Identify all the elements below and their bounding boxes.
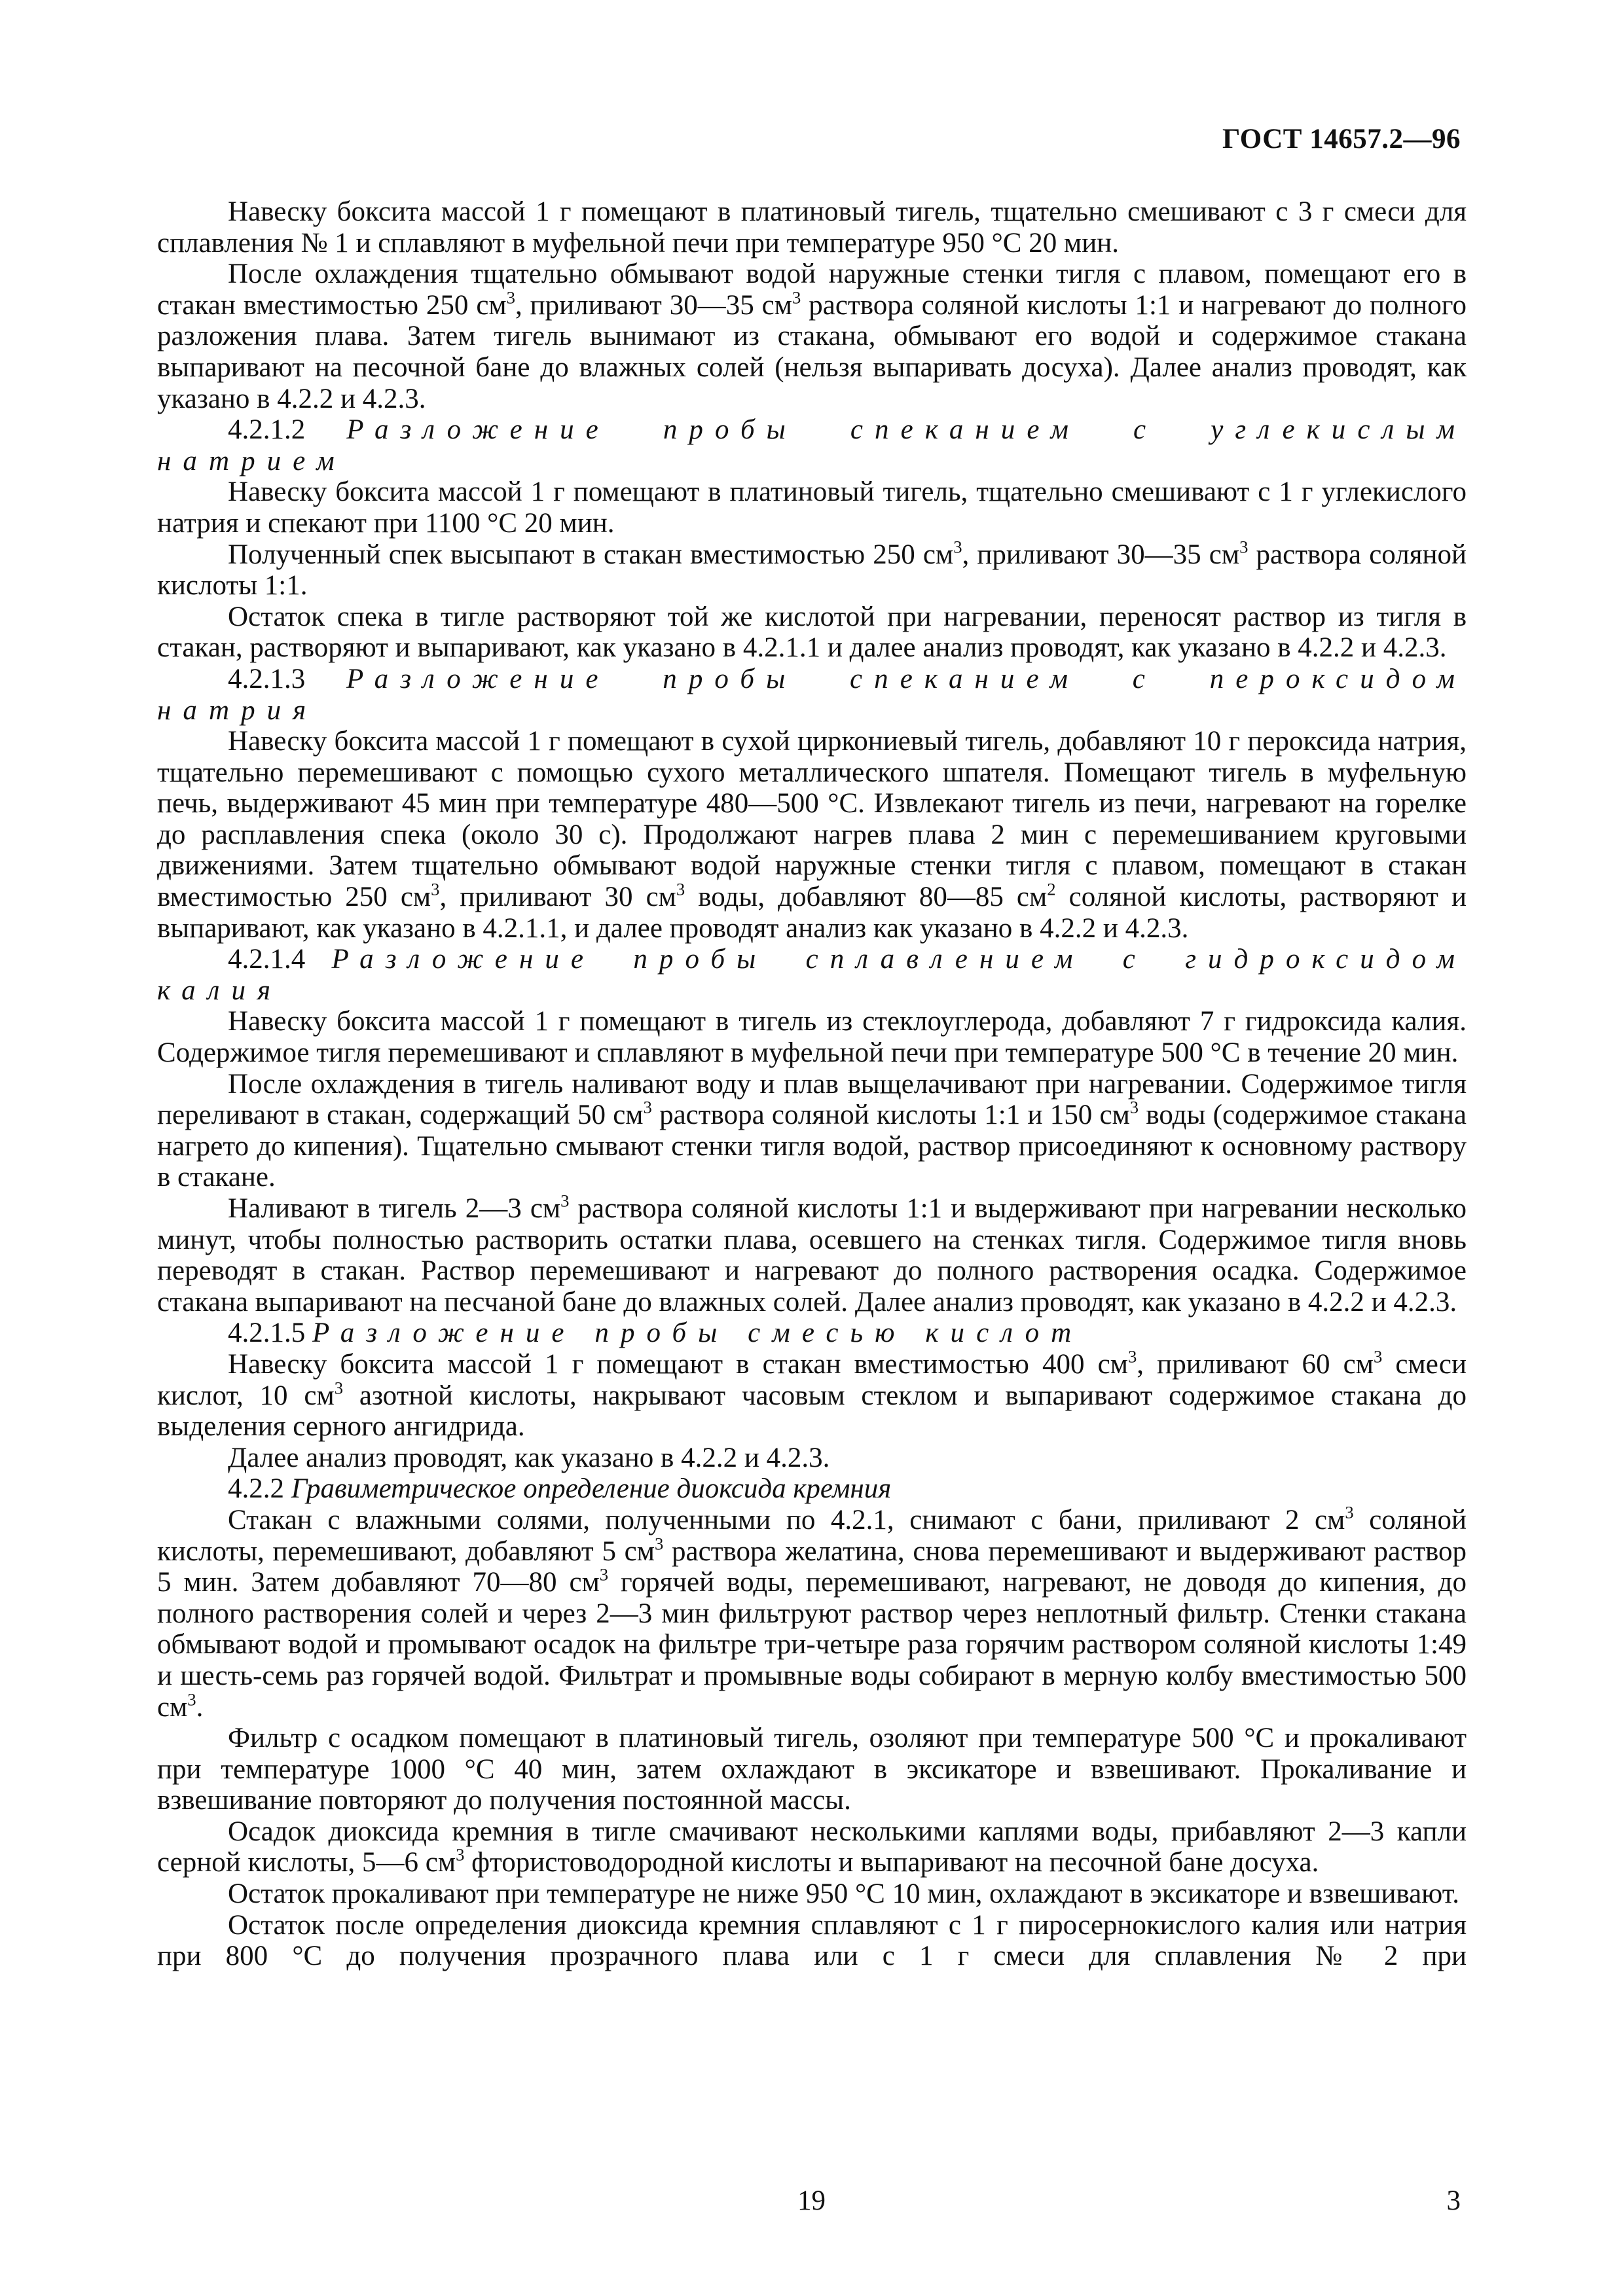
- section-number: 4.2.1.2: [228, 414, 306, 446]
- section-number: 4.2.1.4: [228, 944, 306, 975]
- paragraph: Стакан с влажными солями, полученными по 4.2.1, снимают с бани, приливают 2 $см^3$ соляной кислоты, перемешивают, добавляют 5 $см^3$ раствора желатина, снова перемешивают и выдерживают раствор 5 мин. Затем добавляют 70—80 $см^3$ горячей воды, перемешивают, нагревают, не доводя до кипения, до полного растворения солей и через 2—3 мин фильтруют раствор через неплотный фильтр. Стенки стакана обмывают водой и промывают осадок на фильтре три-четыре раза горячим раствором соляной кислоты 1:49 и шесть-семь раз горячей водой. Фильтрат и промывные воды собирают в мерную колбу вместимостью 500 $см^3$.: [157, 1502, 1467, 1723]
- section-number: 4.2.1.5: [228, 1318, 306, 1349]
- section-title: Разложение пробы смесью кислот: [312, 1318, 1084, 1349]
- section-heading: [157, 414, 1467, 476]
- paragraph: Остаток спека в тигле растворяют той же кислотой при нагревании, переносят раствор из тигля в стакан, растворяют и выпаривают, как указано в 4.2.1.1 и далее анализ проводят, как указано в 4.2.2 и 4.2.3.: [157, 601, 1467, 664]
- paragraph: Навеску боксита массой 1 г помещают в платиновый тигель, тщательно смешивают с 3 г смеси для сплавления № 1 и сплавляют в муфельной печи при температуре 950 °С 20 мин.: [157, 196, 1467, 259]
- section-title: Разложение пробы сплавлением с гидроксидом калия: [157, 944, 1467, 1006]
- paragraph: Осадок диоксида кремния в тигле смачивают несколькими каплями воды, прибавляют 2—3 капли серной кислоты, 5—6 $см^3$ фтористоводородной кислоты и выпаривают на песочной бане досуха.: [157, 1816, 1467, 1878]
- section-heading: [157, 664, 1467, 726]
- paragraph: Остаток прокаливают при температуре не ниже 950 °С 10 мин, охлаждают в эксикаторе и взвешивают.: [228, 1878, 1460, 1910]
- page-number-right: 3: [1446, 2185, 1461, 2216]
- paragraph: Навеску боксита массой 1 г помещают в стакан вместимостью 400 $см^3$, приливают 60 $см^3$ смеси кислот, 10 $см^3$ азотной кислоты, накрывают часовым стеклом и выпаривают содержимое стакана до выделения серного ангидрида.: [157, 1346, 1467, 1443]
- section-title: Гравиметрическое определение диоксида кремния: [291, 1473, 892, 1505]
- document-body: [157, 196, 1467, 1972]
- paragraph: Наливают в тигель 2—3 $см^3$ раствора соляной кислоты 1:1 и выдерживают при нагревании несколько минут, чтобы полностью растворить остатки плава, осевшего на стенках тигля. Содержимое тигля вновь переводят в стакан. Раствор перемешивают и нагревают до полного растворения осадка. Содержимое стакана выпаривают на песчаной бане до влажных солей. Далее анализ проводят, как указано в 4.2.2 и 4.2.3.: [157, 1191, 1467, 1318]
- paragraph: Навеску боксита массой 1 г помещают в сухой циркониевый тигель, добавляют 10 г пероксида натрия, тщательно перемешивают с помощью сухого металлического шпателя. Помещают тигель в муфельную печь, выдерживают 45 мин при температуре 480—500 °С. Извлекают тигель из печи, нагревают на горелке до расплавления спека (около 30 с). Продолжают нагрев плава 2 мин с перемешиванием круговыми движениями. Затем тщательно обмывают водой наружные стенки тигля с плавом, помещают в стакан вместимостью 250 $см^3$, приливают 30 $см^3$ воды, добавляют 80—85 $см^2$ соляной кислоты, растворяют и выпаривают, как указано в 4.2.1.1, и далее проводят анализ как указано в 4.2.2 и 4.2.3.: [157, 726, 1467, 944]
- paragraph: Навеску боксита массой 1 г помещают в платиновый тигель, тщательно смешивают с 1 г углекислого натрия и спекают при 1100 °С 20 мин.: [157, 476, 1467, 539]
- paragraph: Фильтр с осадком помещают в платиновый тигель, озоляют при температуре 500 °С и прокаливают при температуре 1000 °С 40 мин, затем охлаждают в эксикаторе и взвешивают. Прокаливание и взвешивание повторяют до получения постоянной массы.: [157, 1723, 1467, 1816]
- paragraph: Полученный спек высыпают в стакан вместимостью 250 $см^3$, приливают 30—35 $см^3$ раствора соляной кислоты 1:1.: [157, 537, 1467, 601]
- section-heading: [157, 1473, 1467, 1505]
- paragraph: После охлаждения тщательно обмывают водой наружные стенки тигля с плавом, помещают его в стакан вместимостью 250 $см^3$, приливают 30—35 $см^3$ раствора соляной кислоты 1:1 и нагревают до полного разложения плава. Затем тигель вынимают из стакана, обмывают его водой и содержимое стакана выпаривают на песочной бане до влажных солей (нельзя выпаривать досуха). Далее анализ проводят, как указано в 4.2.2 и 4.2.3.: [157, 259, 1467, 414]
- section-title: Разложение пробы спеканием с пероксидом натрия: [157, 663, 1467, 726]
- section-title: Разложение пробы спеканием с углекислым натрием: [157, 414, 1467, 476]
- document-code: ГОСТ 14657.2—96: [1222, 124, 1461, 154]
- section-heading: [157, 944, 1467, 1006]
- paragraph: Далее анализ проводят, как указано в 4.2.2 и 4.2.3.: [228, 1442, 830, 1473]
- section-number: 4.2.1.3: [228, 663, 306, 694]
- section-number: 4.2.2: [228, 1473, 284, 1505]
- page-number-center: 19: [797, 2185, 826, 2216]
- paragraph: После охлаждения в тигель наливают воду и плав выщелачивают при нагревании. Содержимое тигля переливают в стакан, содержащий 50 $см^3$ раствора соляной кислоты 1:1 и 150 $см^3$ воды (содержимое стакана нагрето до кипения). Тщательно смывают стенки тигля водой, раствор присоединяют к основному раствору в стакане.: [157, 1068, 1467, 1193]
- paragraph: Навеску боксита массой 1 г помещают в тигель из стеклоуглерода, добавляют 7 г гидроксида калия. Содержимое тигля перемешивают и сплавляют в муфельной печи при температуре 500 °С в течение 20 мин.: [157, 1006, 1467, 1069]
- paragraph: Остаток после определения диоксида кремния сплавляют с 1 г пиросернокислого калия или натрия при 800 °С до получения прозрачного плава или с 1 г смеси для сплавления № 2 при: [157, 1909, 1467, 1972]
- section-heading: [157, 1318, 1467, 1349]
